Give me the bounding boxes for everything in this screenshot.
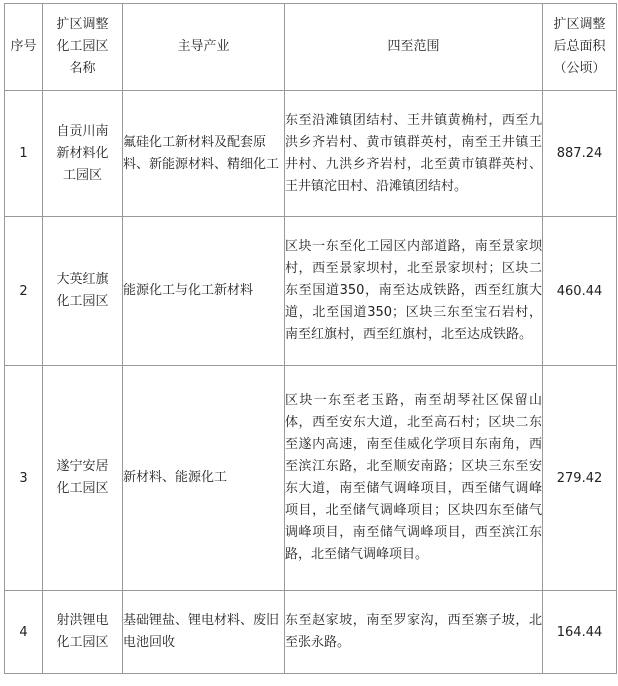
header-row bbox=[5, 4, 617, 91]
cell-area: 460.44 bbox=[543, 217, 617, 366]
cell-seq: 2 bbox=[5, 217, 43, 366]
cell-industry: 氟硅化工新材料及配套原料、新能源材料、精细化工 bbox=[123, 91, 285, 217]
cell-name: 遂宁安居化工园区 bbox=[43, 366, 123, 591]
cell-area: 279.42 bbox=[543, 366, 617, 591]
cell-name: 射洪锂电化工园区 bbox=[43, 591, 123, 674]
header-range: 四至范围 bbox=[285, 4, 543, 91]
cell-area: 164.44 bbox=[543, 591, 617, 674]
cell-industry: 能源化工与化工新材料 bbox=[123, 217, 285, 366]
cell-name: 自贡川南新材料化工园区 bbox=[43, 91, 123, 217]
header-industry: 主导产业 bbox=[123, 4, 285, 91]
cell-seq: 4 bbox=[5, 591, 43, 674]
cell-seq: 1 bbox=[5, 91, 43, 217]
cell-industry: 基础锂盐、锂电材料、废旧电池回收 bbox=[123, 591, 285, 674]
table-row bbox=[5, 91, 617, 217]
table-row bbox=[5, 366, 617, 591]
header-name: 扩区调整化工园区名称 bbox=[43, 4, 123, 91]
table-row bbox=[5, 591, 617, 674]
cell-area: 887.24 bbox=[543, 91, 617, 217]
header-area: 扩区调整后总面积（公顷） bbox=[543, 4, 617, 91]
cell-name: 大英红旗化工园区 bbox=[43, 217, 123, 366]
cell-industry: 新材料、能源化工 bbox=[123, 366, 285, 591]
cell-range: 区块一东至老玉路，南至胡琴社区保留山体，西至安东大道，北至高石村；区块二东至遂内高速，南至佳威化学项目东南角，西至滨江东路，北至顺安南路；区块三东至安东大道，南至储气调峰项目，西至储气调峰项目，北至储气调峰项目；区块四东至储气调峰项目，南至储气调峰项目，西至滨江东路，北至储气调峰项目。 bbox=[285, 366, 543, 591]
cell-range: 东至沿滩镇团结村、王井镇黄桷村，西至九洪乡齐岩村、黄市镇群英村，南至王井镇王井村、九洪乡齐岩村，北至黄市镇群英村、王井镇沱田村、沿滩镇团结村。 bbox=[285, 91, 543, 217]
cell-seq: 3 bbox=[5, 366, 43, 591]
table-row bbox=[5, 217, 617, 366]
chemical-park-table bbox=[4, 3, 617, 674]
header-seq: 序号 bbox=[5, 4, 43, 91]
cell-range: 东至赵家坡，南至罗家沟，西至寨子坡，北至张永路。 bbox=[285, 591, 543, 674]
cell-range: 区块一东至化工园区内部道路，南至景家坝村，西至景家坝村，北至景家坝村；区块二东至国道350，南至达成铁路，西至红旗大道，北至国道350；区块三东至宝石岩村，南至红旗村，西至红旗村，北至达成铁路。 bbox=[285, 217, 543, 366]
